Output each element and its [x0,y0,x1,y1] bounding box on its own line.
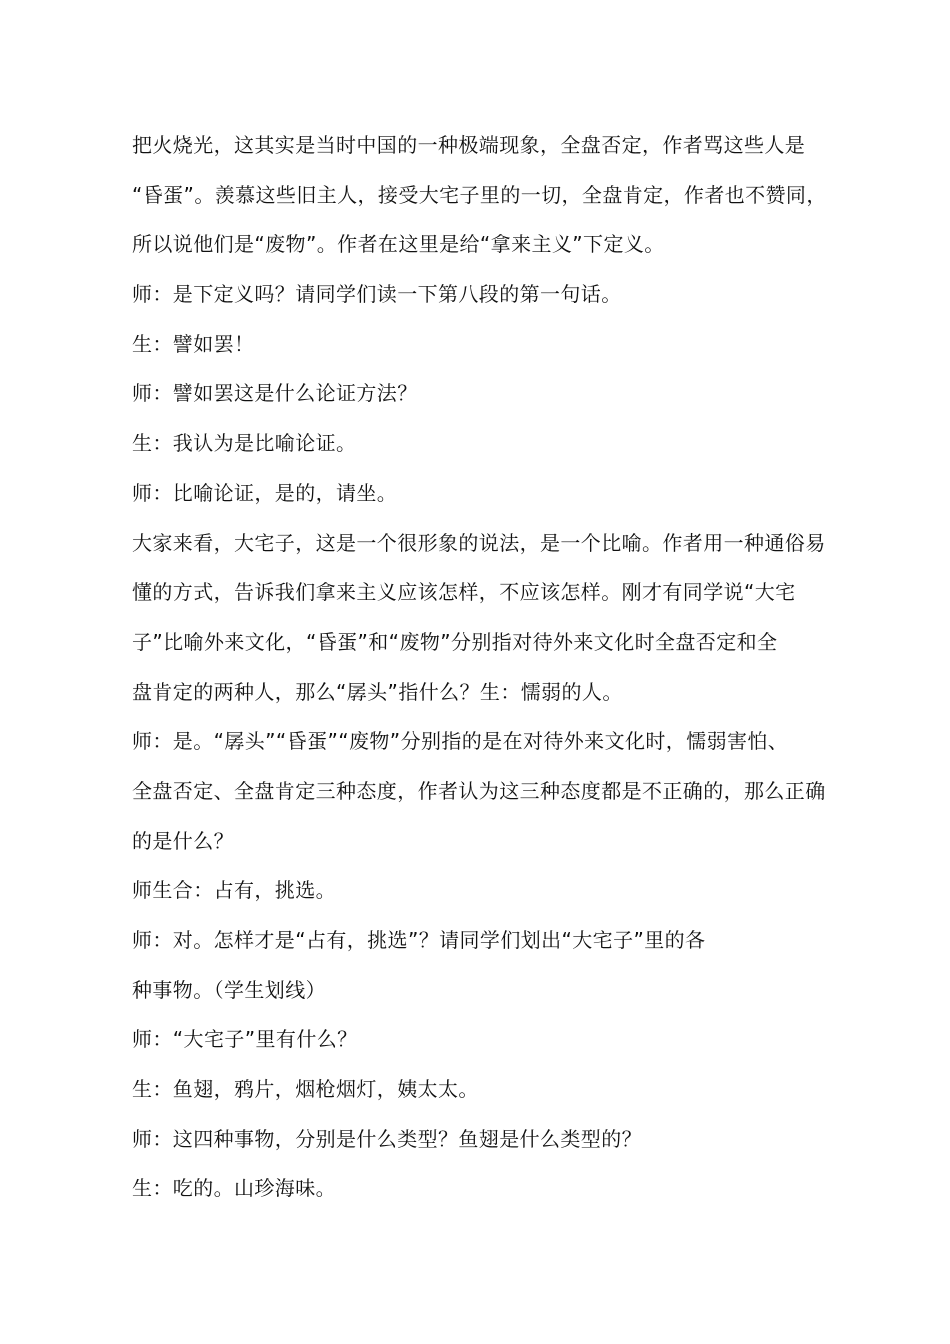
text-line: 师：是下定义吗？请同学们读一下第八段的第一句话。 [132,282,622,307]
text-line: 盘肯定的两种人，那么“孱头”指什么？生：懦弱的人。 [132,679,623,704]
text-line: 师：比喻论证，是的，请坐。 [132,480,398,505]
text-line: 全盘否定、全盘肯定三种态度，作者认为这三种态度都是不正确的，那么正确 [132,778,826,803]
text-line: 大家来看，大宅子，这是一个很形象的说法，是一个比喻。作者用一种通俗易 [132,530,826,555]
text-line: 的是什么？ [132,828,234,853]
text-line: 师：是。“孱头”“昏蛋”“废物”分别指的是在对待外来文化时，懦弱害怕、 [132,729,789,754]
text-line: 师：譬如罢这是什么论证方法？ [132,381,418,406]
text-line: 师：这四种事物，分别是什么类型？鱼翅是什么类型的？ [132,1126,642,1151]
text-line: 师：对。怎样才是“占有，挑选”？请同学们划出“大宅子”里的各 [132,928,706,952]
text-line: 所以说他们是“废物”。作者在这里是给“拿来主义”下定义。 [132,232,665,257]
text-line: 子”比喻外来文化，“昏蛋”和“废物”分别指对待外来文化时全盘否定和全 [132,629,778,654]
text-line: “昏蛋”。羡慕这些旧主人，接受大宅子里的一切，全盘肯定，作者也不赞同， [132,182,827,207]
text-line: 生：鱼翅，鸦片，烟枪烟灯，姨太太。 [132,1077,479,1102]
text-line: 生：吃的。山珍海味。 [132,1176,336,1201]
text-line: 生：譬如罢！ [132,331,255,356]
text-line: 懂的方式，告诉我们拿来主义应该怎样，不应该怎样。刚才有同学说“大宅 [132,580,796,605]
text-line: 生：我认为是比喻论证。 [132,431,357,456]
text-line: 种事物。（学生划线） [132,977,326,1002]
document-text [132,121,842,1214]
text-line: 师：“大宅子”里有什么？ [132,1027,358,1052]
text-line: 把火烧光，这其实是当时中国的一种极端现象，全盘否定，作者骂这些人是 [132,133,806,157]
text-line: 师生合：占有，挑选。 [132,878,336,903]
